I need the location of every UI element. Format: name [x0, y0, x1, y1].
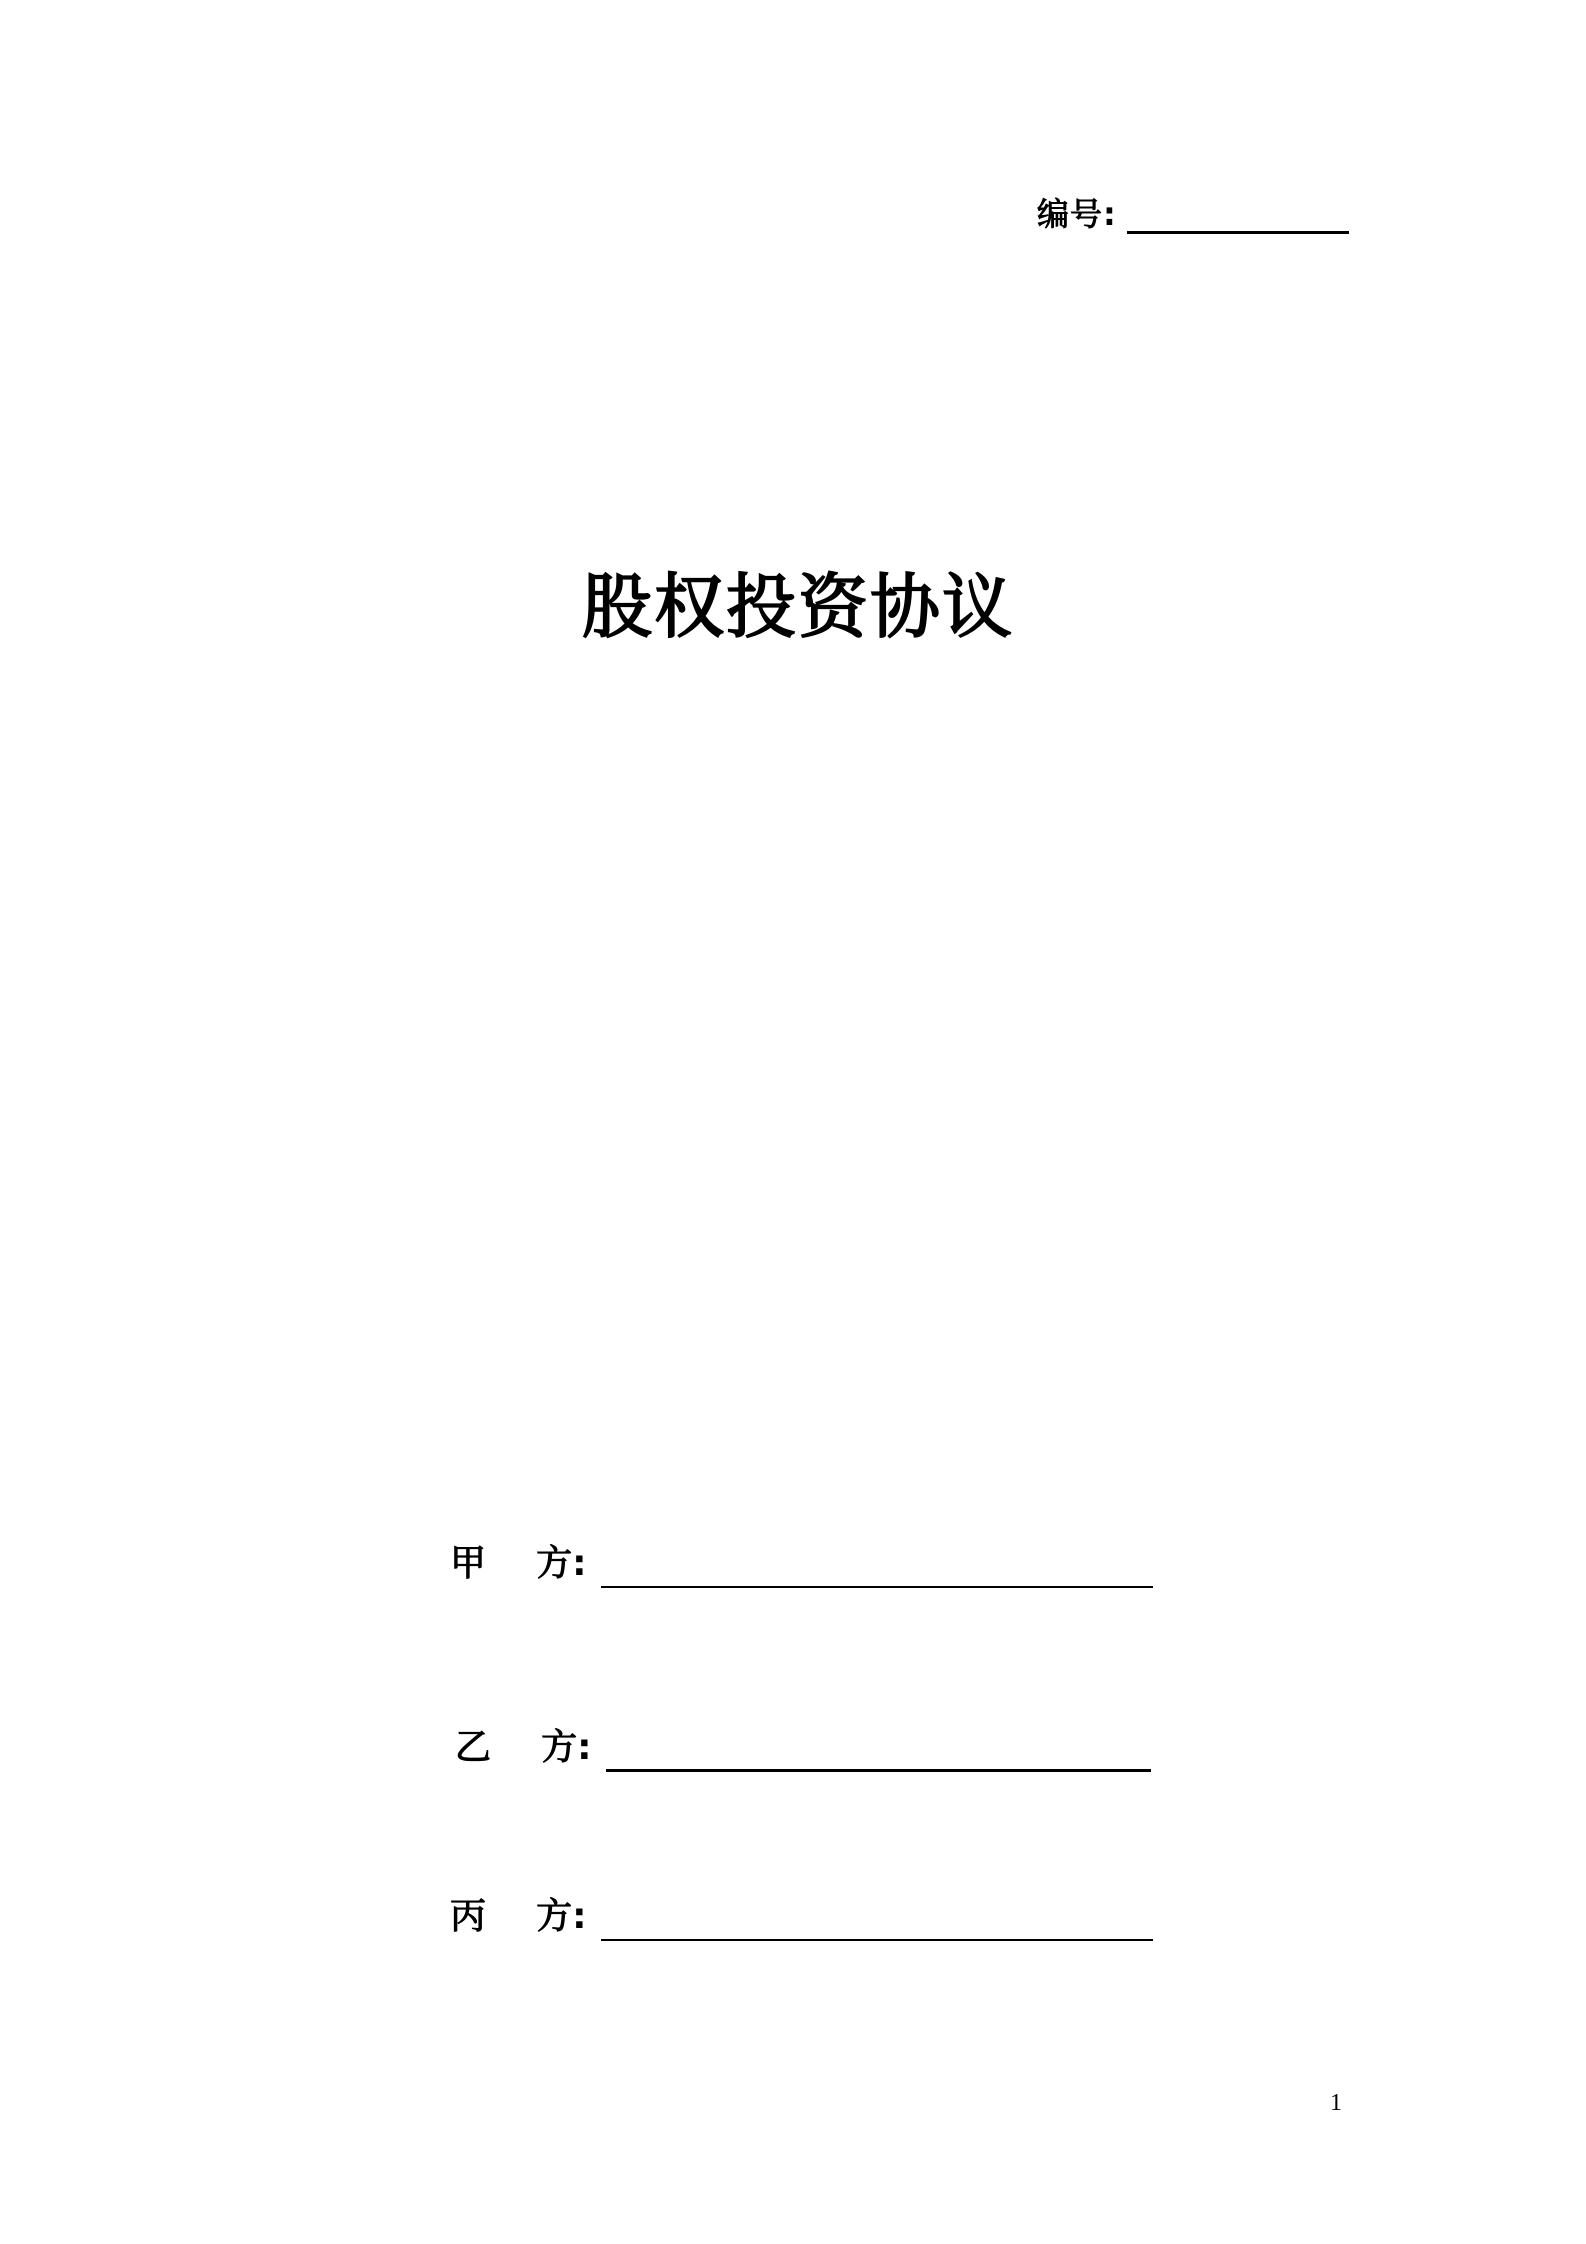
document-number-label: 编号: — [1037, 195, 1117, 233]
party-c-field — [450, 1881, 1153, 1941]
party-b-field — [455, 1712, 1151, 1772]
document-title: 股权投资协议 — [582, 566, 1014, 648]
page-number: 1 — [1330, 2090, 1342, 2116]
party-a-label: 甲 方: — [450, 1543, 587, 1584]
party-a-blank[interactable] — [601, 1542, 1153, 1588]
party-b-label: 乙 方: — [455, 1727, 592, 1768]
party-b-blank[interactable] — [606, 1725, 1151, 1772]
party-c-blank[interactable] — [601, 1895, 1153, 1941]
party-a-field — [450, 1528, 1153, 1588]
document-number-blank[interactable] — [1127, 191, 1349, 234]
party-c-label: 丙 方: — [450, 1896, 587, 1937]
document-number-field — [1037, 190, 1349, 234]
